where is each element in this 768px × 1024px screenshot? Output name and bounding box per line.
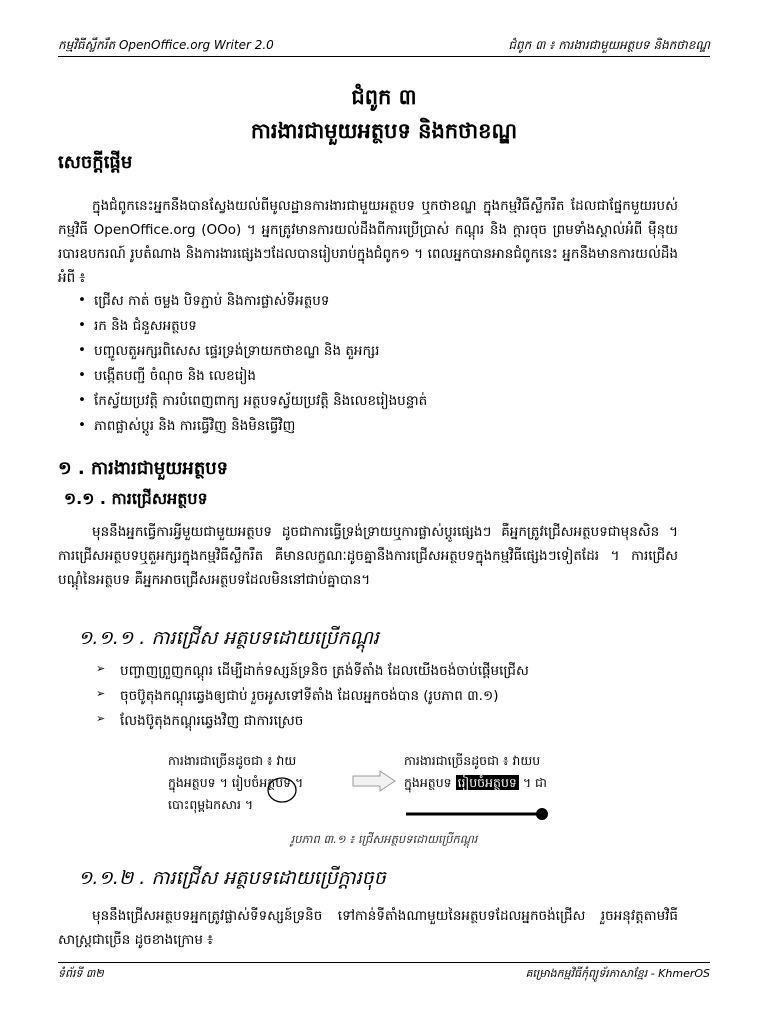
footer-right: គម្រោងកម្មវិធីកុំព្យូទ័រភាសាខ្មែរ - KhmerOS [525, 967, 710, 980]
bullet-icon: • [78, 367, 86, 383]
page-header [58, 34, 710, 57]
figure-after-text [404, 750, 604, 794]
section-1-1-heading: ១.១ . ការជ្រើសអត្ថបទ [64, 489, 208, 508]
chapter-label: ជំពូក ៣ [351, 85, 417, 109]
figure-line: ការងារជាច្រើនដូចជា ៖ វាយប [404, 753, 541, 768]
figure-line: ក្នុងអត្ថបទ រៀបចំអត្ថបទ ។ ជា [404, 775, 547, 790]
list-item-text: ភាពផ្លាស់ប្ដូរ និង ការធ្វើវិញ និងមិនធ្វើវិញ [94, 418, 296, 434]
list-item-text: បង្កើតបញ្ជី ចំណុច និង លេខរៀង [94, 368, 256, 384]
bullet-icon: • [78, 392, 86, 408]
list-item [58, 417, 678, 442]
list-item [96, 712, 696, 737]
bullet-icon: • [78, 292, 86, 308]
section-1-heading: ១ . ការងារជាមួយអត្ថបទ [58, 458, 229, 479]
list-item [58, 367, 678, 392]
bullet-icon: • [78, 342, 86, 358]
header-right: ជំពូក ៣ ៖ ការងារជាមួយអត្ថបទ និងកថាខណ្ឌ [508, 38, 710, 52]
section-1-1-1-heading: ១.១.១ . ការជ្រើស អត្ថបទដោយប្រើកណ្ដុរ [78, 627, 379, 649]
cursor-circle-icon [266, 776, 298, 804]
list-item [58, 292, 678, 317]
chapter-title: ការងារជាមួយអត្ថបទ និងកថាខណ្ឌ [250, 119, 518, 143]
list-item [58, 342, 678, 367]
list-item-text: ចុចប៊ូតុងកណ្ដុរឆ្វេងឲ្យជាប់ រួចអូសទៅទីតាំង ដែលអ្នកចង់បាន (រូបភាព ៣.១) [120, 688, 499, 704]
selection-arrow-icon [404, 800, 554, 824]
intro-heading: សេចក្ដីផ្ដើម [58, 152, 133, 173]
section-1-1-2-paragraph: មុននឹងជ្រើសអត្ថបទអ្នកត្រូវផ្លាស់ទីទស្សន៍ទ្រនិច ទៅកាន់ទីតាំងណាមួយនៃអត្ថបទដែលអ្នកចង់ជ្រើស រួចអនុវត្តតាមវិធីសាស្ត្រជាច្រើន ដូចខាងក្រោម ៖ [58, 908, 678, 948]
intro-bullet-list [58, 292, 678, 442]
list-item-text: រក និង ជំនួសអត្ថបទ [94, 318, 197, 334]
figure-3-1 [168, 750, 608, 826]
arrow-bullet-icon: ➢ [96, 662, 106, 675]
intro-paragraph: ក្នុងជំពូកនេះអ្នកនឹងបានស្វែងយល់ពីមូលដ្ឋានការងារជាមួយអត្ថបទ ឬកថាខណ្ឌ ក្នុងកម្មវិធីស្លឹករឹត ដែលជាផ្នែកមួយរបស់កម្មវិធី OpenOffice.org (OOo) ។ អ្នកត្រូវមានការយល់ដឹងពីការប្រើប្រាស់ កណ្ដុរ និង ក្ដារចុច ព្រមទាំងស្គាល់អំពី ម៉ឺនុយ របារឧបករណ៍ រូបតំណាង និងការងារផ្សេងៗដែលបានរៀបរាប់ក្នុងជំពូក១ ។ ពេលអ្នកបានអានជំពូកនេះ អ្នកនឹងមានការយល់ដឹងអំពី ៖ [58, 198, 678, 286]
section-1-1-2-heading: ១.១.២ . ការជ្រើស អត្ថបទដោយប្រើក្ដារចុច [78, 867, 386, 889]
list-item-text: បញ្ចាញព្រួញកណ្ដុរ ដើម្បីដាក់ទស្សន៍ទ្រនិច ត្រង់ទីតាំង ដែលយើងចង់ចាប់ផ្ដើមជ្រើស [120, 663, 529, 679]
figure-line: ការងារជាច្រើនដូចជា ៖ វាយ [168, 753, 297, 768]
list-item-text: កែស្វ័យប្រវត្តិ ការបំពេញពាក្យ អត្ថបទស្វ័យប្រវត្តិ និងលេខរៀងបន្ទាត់ [94, 393, 428, 409]
list-item [96, 687, 696, 712]
page-number: ទំព័រទី ៣២ [58, 967, 104, 980]
list-item [96, 662, 696, 687]
arrow-bullet-icon: ➢ [96, 712, 106, 725]
figure-line: បោះពុម្ពឯកសារ ។ [168, 797, 254, 812]
figure-before-text [168, 750, 338, 816]
header-left: កម្មវិធីស្លឹករឹត OpenOffice.org Writer 2.0 [58, 38, 274, 52]
mouse-steps-list [96, 662, 696, 737]
arrow-bullet-icon: ➢ [96, 687, 106, 700]
bullet-icon: • [78, 317, 86, 333]
figure-line: ក្នុងអត្ថបទ ។ រៀបចំអត្ថបទ ។ [168, 775, 304, 790]
section-1-1-paragraph: មុននឹងអ្នកធ្វើការអ្វីមួយជាមួយអត្ថបទ ដូចជាការធ្វើទ្រង់ទ្រាយឬការផ្លាស់ប្ដូរផ្សេងៗ គឺអ្នកត្រូវជ្រើសអត្ថបទជាមុនសិន ។ ការជ្រើសអត្ថបទឬតួអក្សរក្នុងកម្មវិធីស្លឹករឹត គឺមានលក្ខណៈដូចគ្នានឹងការជ្រើសអត្ថបទក្នុងកម្មវិធីផ្សេងៗទៀតដែរ ។ ការជ្រើសបណ្ដុំនៃអត្ថបទ គឺអ្នកអាចជ្រើសអត្ថបទដែលមិននៅជាប់គ្នាបាន។ [58, 524, 678, 588]
right-arrow-icon [352, 770, 396, 792]
bullet-icon: • [78, 417, 86, 433]
list-item-text: ជ្រើស កាត់ ចម្លង បិទភ្ជាប់ និងការផ្លាស់ទីអត្ថបទ [94, 293, 330, 309]
page-footer [58, 962, 710, 983]
list-item-text: បញ្ចូលតួអក្សរពិសេស ផ្ទេរទ្រង់ទ្រាយកថាខណ្ឌ និង តួអក្សរ [94, 343, 380, 359]
list-item-text: លែងប៊ូតុងកណ្ដុរឆ្វេងវិញ ជាការស្រេច [120, 713, 304, 729]
list-item [58, 392, 678, 417]
list-item [58, 317, 678, 342]
selected-text: រៀបចំអត្ថបទ [457, 775, 517, 790]
figure-caption: រូបភាព ៣.១ ៖ ជ្រើសអត្ថបទដោយប្រើកណ្ដុរ [290, 832, 478, 846]
